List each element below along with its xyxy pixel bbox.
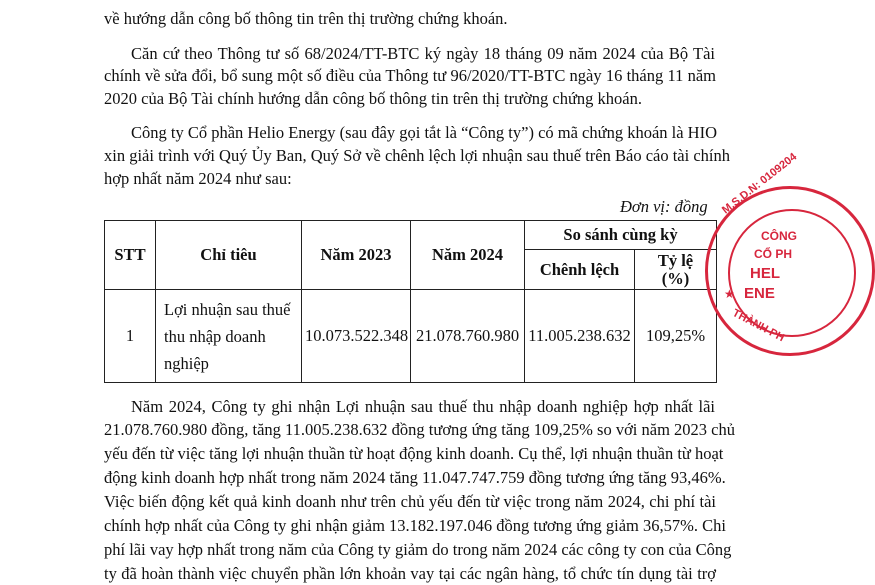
- paragraph-line: chính về sửa đổi, bổ sung một số điều của Thông tư 96/2020/TT-BTC ngày 16 tháng 11 năm: [104, 66, 716, 85]
- paragraph-line: ty đã hoàn thành việc chuyển phần lớn khoản vay tại các ngân hàng, tổ chức tín dụng tài trợ: [104, 564, 716, 583]
- paragraph-line: hợp nhất năm 2024 như sau:: [104, 169, 292, 188]
- paragraph-line: về hướng dẫn công bố thông tin trên thị trường chứng khoán.: [104, 9, 508, 28]
- unit-label: Đơn vị: đồng: [620, 197, 708, 216]
- paragraph-line: 2020 của Bộ Tài chính hướng dẫn công bố thông tin trên thị trường chứng khoán.: [104, 89, 642, 108]
- paragraph-line: yếu đến từ việc tăng lợi nhuận thuần từ hoạt động kinh doanh. Cụ thể, lợi nhuận thuần từ hoạt: [104, 444, 724, 463]
- cell-stt: 1: [105, 290, 156, 383]
- paragraph-line: Năm 2024, Công ty ghi nhận Lợi nhuận sau thuế thu nhập doanh nghiệp hợp nhất lãi: [131, 397, 715, 416]
- seal-bottom-text: THÀNH PH: [730, 307, 787, 345]
- cell-ty-le: 109,25%: [635, 290, 717, 383]
- header-nam-2024: Năm 2024: [411, 221, 525, 290]
- paragraph-line: Việc biến động kết quả kinh doanh như trên chủ yếu đến từ việc trong năm 2024, chi phí tài: [104, 492, 716, 511]
- header-so-sanh: So sánh cùng kỳ: [525, 221, 717, 250]
- paragraph-line: chính hợp nhất của Công ty ghi nhận giảm 13.182.197.046 đồng tương ứng giảm 36,57%. Chi: [104, 516, 726, 535]
- stamp-clip: [700, 150, 800, 380]
- header-ty-le-line1: Tỷ lệ: [657, 250, 694, 270]
- paragraph-line: 21.078.760.980 đồng, tăng 11.005.238.632 đồng tương ứng tăng 109,25% so với năm 2023 chủ: [104, 420, 735, 439]
- cell-nam-2023: 10.073.522.348: [302, 290, 411, 383]
- paragraph-line: Căn cứ theo Thông tư số 68/2024/TT-BTC ký ngày 18 tháng 09 năm 2024 của Bộ Tài: [131, 44, 715, 63]
- seal-line2: CỔ PH: [754, 247, 793, 261]
- header-ty-le-line2: (%): [661, 268, 690, 288]
- cell-chi-tieu: Lợi nhuận sau thuế thu nhập doanh nghiệp: [156, 290, 302, 383]
- seal-star-icon: ★: [724, 287, 735, 301]
- cell-nam-2024: 21.078.760.980: [411, 290, 525, 383]
- paragraph-line: phí lãi vay hợp nhất trong năm của Công ty giảm do trong năm 2024 các công ty con của Công: [104, 540, 732, 559]
- header-chi-tieu: Chỉ tiêu: [156, 221, 302, 290]
- seal-line4: ENE: [744, 285, 775, 302]
- seal-line1: CÔNG: [761, 229, 797, 243]
- seal-line3: HEL: [750, 265, 780, 282]
- profit-comparison-table: [104, 220, 717, 383]
- header-nam-2023: Năm 2023: [302, 221, 411, 290]
- paragraph-line: xin giải trình với Quý Ủy Ban, Quý Sở về chênh lệch lợi nhuận sau thuế trên Báo cáo tài chính: [104, 146, 731, 165]
- company-seal: [705, 150, 875, 356]
- header-chenh-lech: Chênh lệch: [525, 250, 635, 290]
- paragraph-line: động kinh doanh hợp nhất trong năm 2024 tăng 11.047.747.759 đồng tương ứng tăng 93,46%.: [104, 468, 726, 487]
- header-stt: STT: [105, 221, 156, 290]
- cell-chenh-lech: 11.005.238.632: [525, 290, 635, 383]
- seal-code: M.S.D.N: 0109204: [720, 150, 800, 217]
- paragraph-line: Công ty Cổ phần Helio Energy (sau đây gọi tắt là “Công ty”) có mã chứng khoán là HIO: [131, 123, 718, 142]
- table-row: [105, 290, 717, 383]
